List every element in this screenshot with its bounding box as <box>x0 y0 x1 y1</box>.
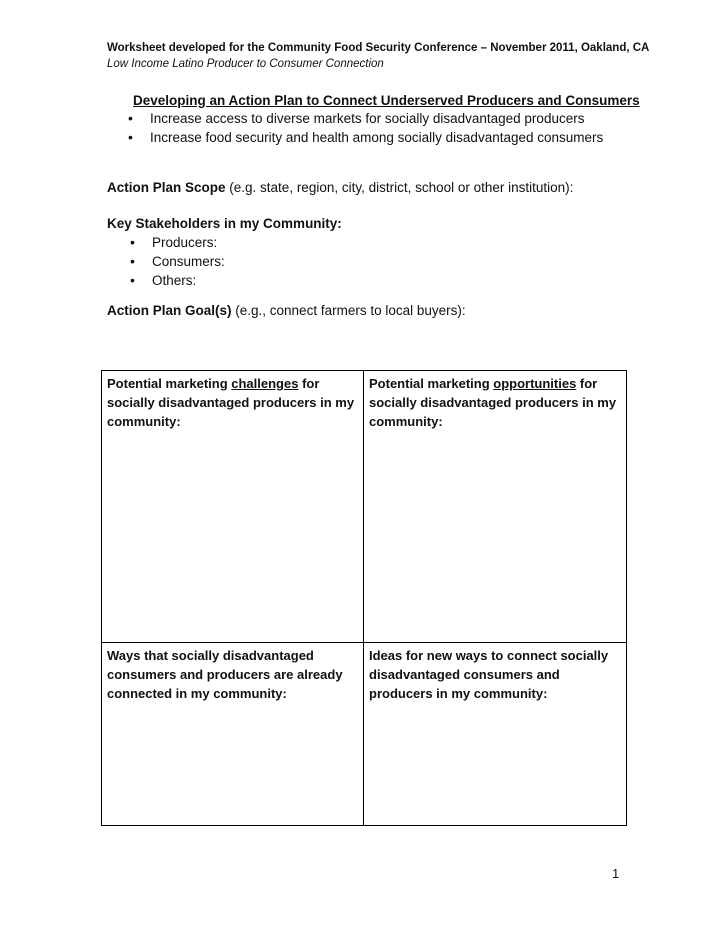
objectives-list <box>128 109 603 147</box>
stakeholder-item: • Producers: <box>130 233 225 252</box>
opportunities-key: opportunities <box>493 376 577 391</box>
header-conference: Worksheet developed for the Community Food Security Conference – November 2011, Oakland, CA <box>107 42 650 54</box>
header-subtitle: Low Income Latino Producer to Consumer Connection <box>107 58 384 70</box>
opportunities-cell <box>364 371 626 643</box>
challenges-post: for socially disadvantaged producers in my community: <box>107 376 355 429</box>
objective-item: • Increase food security and health among socially disadvantaged consumers <box>128 128 603 147</box>
page-number: 1 <box>612 866 620 881</box>
goal-label: Action Plan Goal(s) <box>107 303 232 318</box>
stakeholders-heading: Key Stakeholders in my Community: <box>107 216 342 231</box>
stakeholder-item: • Others: <box>130 271 225 290</box>
scope-label: Action Plan Scope <box>107 180 226 195</box>
ideas-cell: Ideas for new ways to connect socially disadvantaged consumers and producers in my community: <box>369 648 609 701</box>
challenges-pre: Potential marketing <box>107 376 232 391</box>
challenges-key: challenges <box>231 376 299 391</box>
connected-cell: Ways that socially disadvantaged consumers and producers are already connected in my community: <box>102 643 364 825</box>
challenges-cell <box>102 371 364 643</box>
goal-hint: (e.g., connect farmers to local buyers): <box>231 303 466 318</box>
scope-hint: (e.g. state, region, city, district, school or other institution): <box>225 180 574 195</box>
scope-line <box>107 180 573 195</box>
worksheet-table <box>101 370 627 826</box>
page-title: Developing an Action Plan to Connect Underserved Producers and Consumers <box>133 93 640 108</box>
stakeholder-item: • Consumers: <box>130 252 225 271</box>
stakeholders-list <box>130 233 225 290</box>
goal-line <box>107 303 466 318</box>
objective-item: • Increase access to diverse markets for socially disadvantaged producers <box>128 109 603 128</box>
opportunities-pre: Potential marketing <box>369 376 494 391</box>
opportunities-post: for socially disadvantaged producers in my community: <box>369 376 617 429</box>
